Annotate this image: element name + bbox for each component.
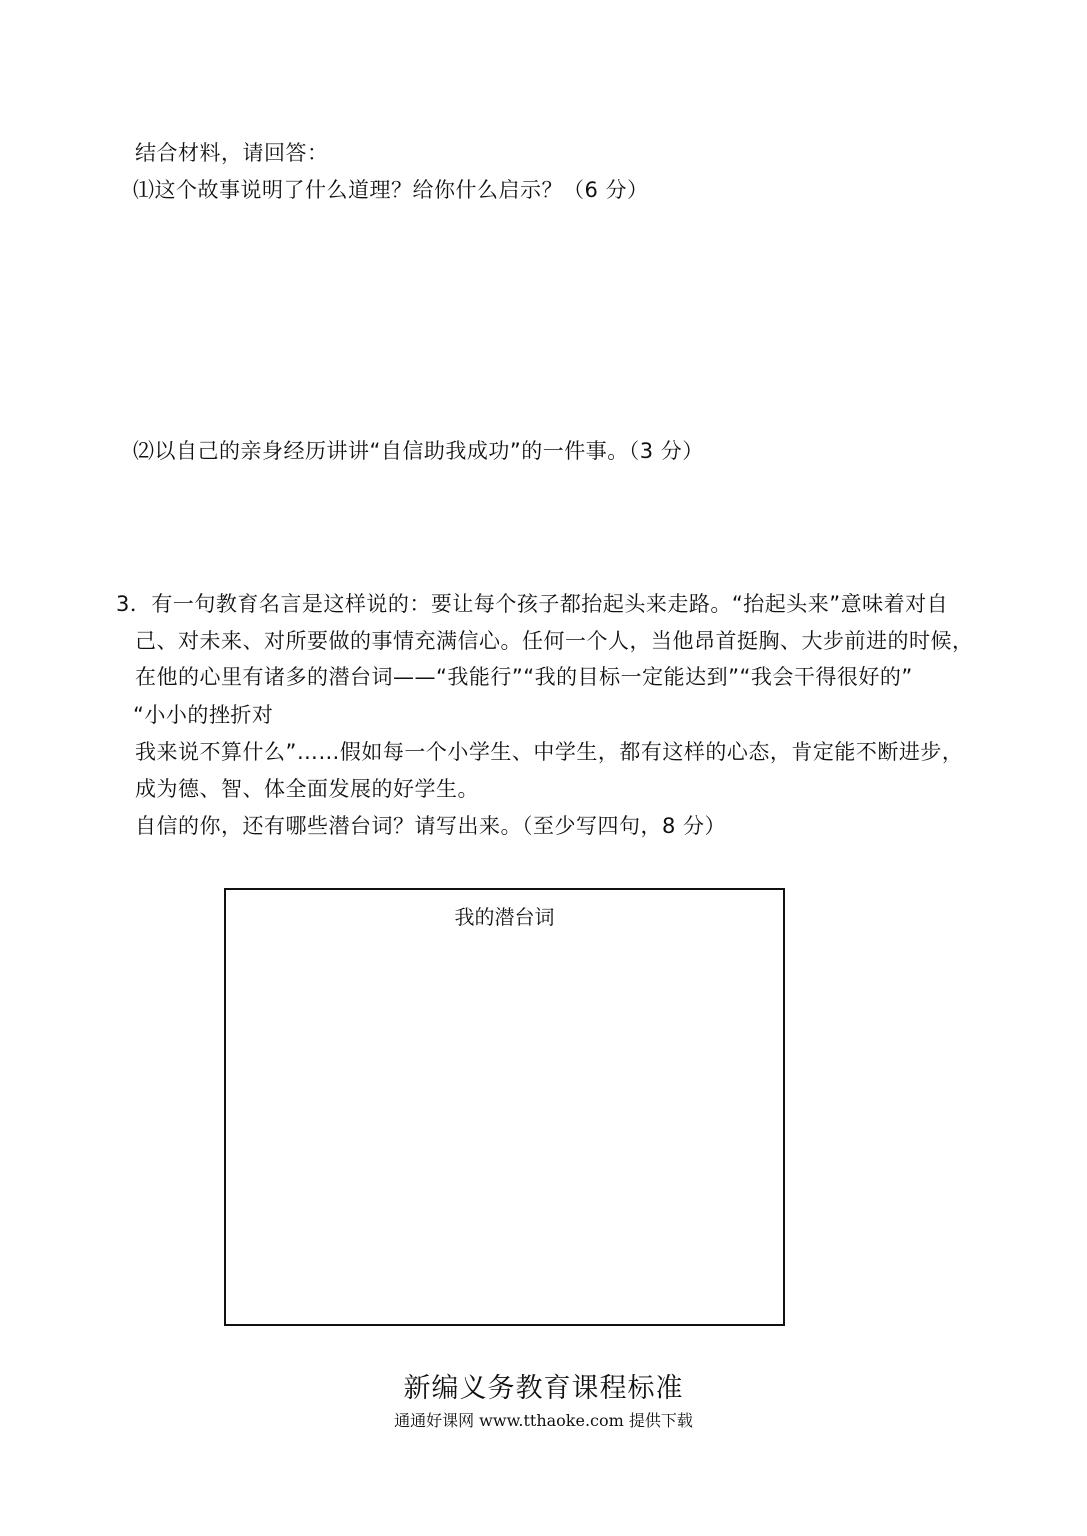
question3-line-5: 我来说不算什么”……假如每一个小学生、中学生，都有这样的心态，肯定能不断进步，: [135, 740, 964, 764]
question3-line-7: 自信的你，还有哪些潜台词？请写出来。（至少写四句，8 分）: [135, 814, 727, 838]
question3-line-3: 在他的心里有诸多的潜台词——“我能行”“我的目标一定能达到”“我会干得很好的”: [135, 665, 913, 689]
answer-box[interactable]: [224, 888, 785, 1326]
question3-line-4: “小小的挫折对: [133, 703, 274, 727]
question2-sub2: ⑵以自己的亲身经历讲讲“自信助我成功”的一件事。（3 分）: [133, 439, 704, 463]
footer-title: 新编义务教育课程标准: [403, 1373, 684, 1404]
question3-line-2: 己、对未来、对所要做的事情充满信心。任何一个人，当他昂首挺胸、大步前进的时候，: [135, 629, 974, 653]
question2-intro: 结合材料，请回答：: [135, 141, 329, 165]
question2-sub1: ⑴这个故事说明了什么道理？给你什么启示？（6 分）: [133, 178, 649, 202]
footer-subtitle: 通通好课网 www.tthaoke.com 提供下载: [394, 1411, 693, 1430]
question3-line-6: 成为德、智、体全面发展的好学生。: [135, 777, 479, 801]
question3-line-1: 3．有一句教育名言是这样说的：要让每个孩子都抬起头来走路。“抬起头来”意味着对自: [116, 592, 949, 616]
answer-box-title: 我的潜台词: [454, 905, 555, 929]
